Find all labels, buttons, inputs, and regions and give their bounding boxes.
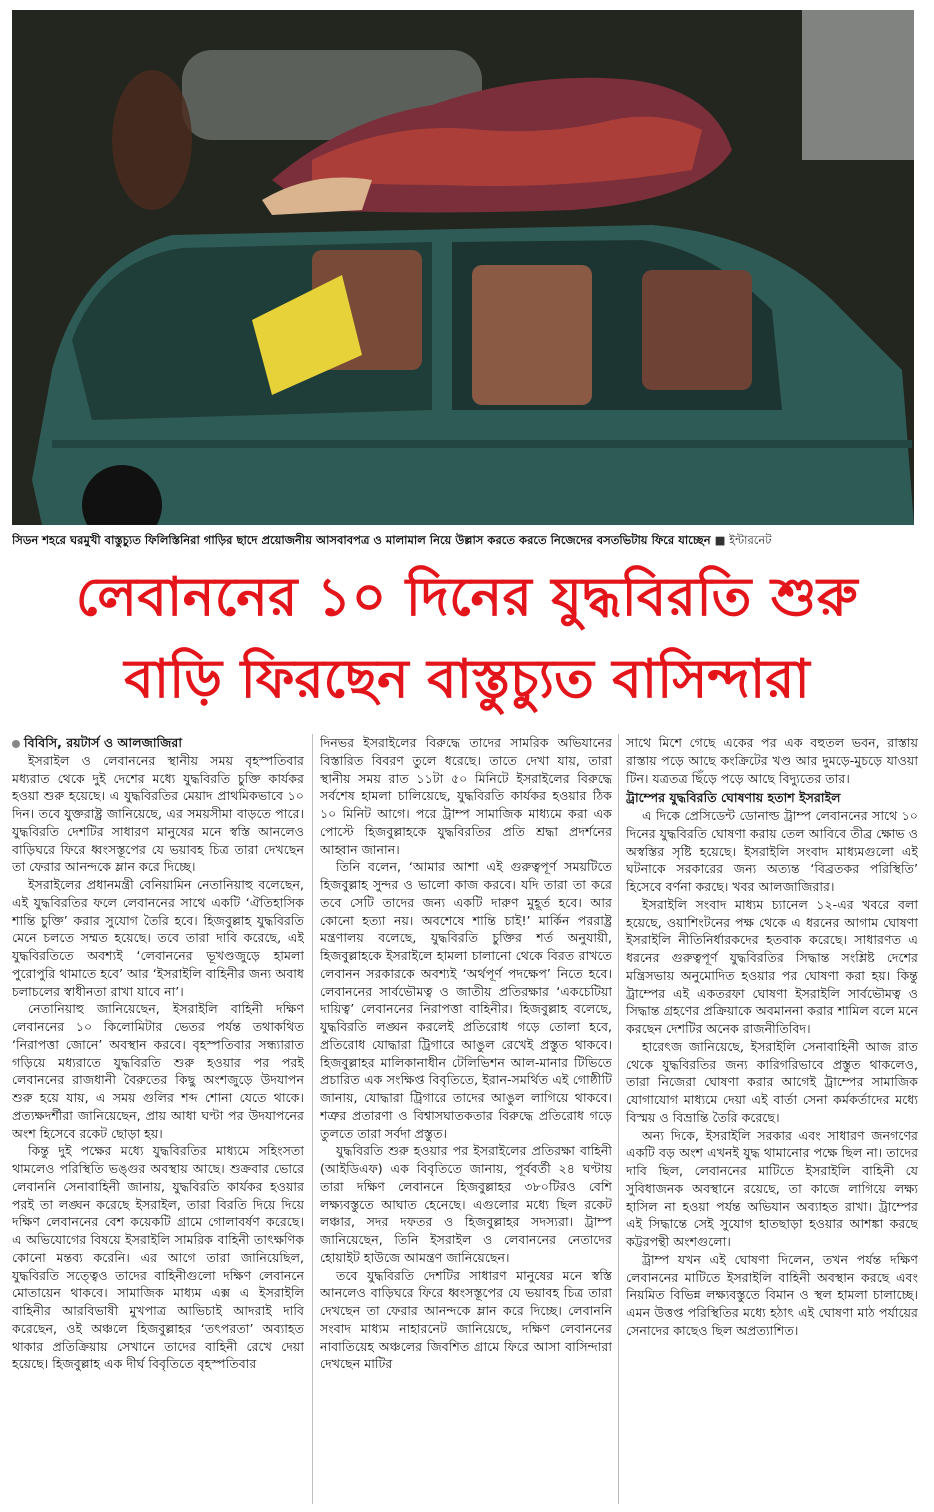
paragraph: সাথে মিশে গেছে একের পর এক বহুতল ভবন, রাস্তায় রাস্তায় পড়ে আছে কংক্রিটের খণ্ড আর দুমড়ে-মুচড়ে যাওয়া টিন। যত্রতত্র ছিঁড়ে পড়ে আছে বিদ্যুতের তার। bbox=[626, 735, 918, 786]
article-column-3 bbox=[626, 734, 918, 1504]
subheading: ট্রাম্পের যুদ্ধবিরতি ঘোষণায় হতাশ ইসরাইল bbox=[626, 790, 841, 806]
article-column-2 bbox=[320, 734, 612, 1504]
paragraph: কিন্তু দুই পক্ষের মধ্যে যুদ্ধবিরতির মাধ্যমে সহিংসতা থামলেও পরিস্থিতি ভঙ্গুর অবস্থায় আছে। শুক্রবার ভোরে লেবাননি সেনাবাহিনী জানায়, যুদ্ধবিরতি কার্যকর হওয়ার পরই তা লঙ্ঘন করেছে ইসরাইল, তারা বিরতি দিয়ে দিয়ে দক্ষিণ লেবাননের বেশ কয়েকটি গ্রামে গোলাবর্ষণ করেছে। এ অভিযোগের বিষয়ে ইসরাইলি সামরিক বাহিনী তাৎক্ষণিক কোনো মন্তব্য করেনি। এর আগে তারা জানিয়েছিল, যুদ্ধবিরতি সত্ত্বেও তাদের বাহিনীগুলো দক্ষিণ লেবাননে মোতায়েন থাকবে। সামাজিক মাধ্যম এক্স এ ইসরাইলি বাহিনীর আরবিভাষী মুখপাত্র আভিচাই আদরাই দাবি করেছেন, ওই অঞ্চলে হিজবুল্লাহর ‘তৎপরতা’ অব্যাহত থাকার প্রতিক্রিয়ায় সেখানে তাদের বাহিনী রেখে দেয়া হয়েছে। হিজবুল্লাহ এক দীর্ঘ বিবৃতিতে বৃহস্পতিবার bbox=[12, 1143, 304, 1372]
column-divider bbox=[312, 734, 313, 1504]
paragraph: তিনি বলেন, ‘আমার আশা এই গুরুত্বপূর্ণ সময়টিতে হিজবুল্লাহ সুন্দর ও ভালো কাজ করবে। যদি তারা তা করে তবে সেটি তাদের জন্য একটি দারুণ মুহূর্ত হবে। আর কোনো হত্যা নয়। অবশেষে শান্তি চাই!’ মার্কিন পররাষ্ট্র মন্ত্রণালয় বলেছে, যুদ্ধবিরতি চুক্তির শর্ত অনুযায়ী, হিজবুল্লাহকে ইসরাইলে হামলা চালানো থেকে বিরত রাখতে লেবানন সরকারকে অবশ্যই ‘অর্থপূর্ণ পদক্ষেপ’ নিতে হবে। লেবাননের সার্বভৌমত্ব ও জাতীয় প্রতিরক্ষার ‘একচেটিয়া দায়িত্ব’ লেবাননের নিরাপত্তা বাহিনীর। হিজবুল্লাহ বলেছে, যুদ্ধবিরতি লঙ্ঘন করলেই প্রতিরোধ গড়ে তোলা হবে, প্রতিরোধ যোদ্ধারা ট্রিগারে আঙুল রেখেই প্রস্তুত থাকবে। হিজবুল্লাহর মালিকানাধীন টেলিভিশন আল-মানার টিভিতে প্রচারিত এক সংক্ষিপ্ত বিবৃতিতে, ইরান-সমর্থিত এই গোষ্ঠীটি জানায়, যোদ্ধারা ট্রিগারে তাদের আঙুল লাগিয়ে থাকবে। শত্রুর প্রতারণা ও বিশ্বাসঘাতকতার বিরুদ্ধে প্রতিরোধ গড়ে তুলতে তারা সর্বদা প্রস্তুত। bbox=[320, 859, 612, 1141]
photo-illustration bbox=[12, 10, 914, 525]
caption-text: সিডন শহরে ঘরমুখী বাস্তুচ্যুত ফিলিস্তিনিরা গাড়ির ছাদে প্রয়োজনীয় আসবাবপত্র ও মালামাল নিয়ে উল্লাস করতে করতে নিজেদের বসতভিটায় ফিরে যাচ্ছেন bbox=[12, 533, 711, 547]
paragraph: যুদ্ধবিরতি শুরু হওয়ার পর ইসরাইলের প্রতিরক্ষা বাহিনী (আইডিএফ) এক বিবৃতিতে জানায়, পূর্ববর্তী ২৪ ঘণ্টায় তারা দক্ষিণ লেবাননে হিজবুল্লাহর ৩৮০টিরও বেশি লক্ষ্যবস্তুতে আঘাত হেনেছে। এগুলোর মধ্যে ছিল রকেট লঞ্চার, সদর দফতর ও হিজবুল্লাহর সদস্যরা। ট্রাম্প জানিয়েছেন, তিনি ইসরাইল ও লেবাননের নেতাদের হোয়াইট হাউজে আমন্ত্রণ জানিয়েছেন। bbox=[320, 1143, 612, 1265]
paragraph: তবে যুদ্ধবিরতি দেশটির সাধারণ মানুষের মনে স্বস্তি আনলেও বাড়িঘরে ফিরে ধ্বংসস্তূপের যে ভয়াবহ চিত্র তারা দেখছেন তা ফেরার আনন্দকে ম্লান করে দিচ্ছে। লেবাননি সংবাদ মাধ্যম নাহারনেট জানিয়েছে, দক্ষিণ লেবাননের নাবাতিয়েহ অঞ্চলের জিবশিত গ্রামে ফিরে আসা বাসিন্দারা দেখছেন মাটির bbox=[320, 1267, 612, 1372]
article-column-1 bbox=[12, 734, 304, 1504]
caption-credit: ■ ইন্টারনেট bbox=[714, 533, 772, 547]
headline-line-1: লেবাননের ১০ দিনের যুদ্ধবিরতি শুরু bbox=[75, 567, 859, 628]
paragraph: দিনভর ইসরাইলের বিরুদ্ধে তাদের সামরিক অভিযানের বিস্তারিত বিবরণ তুলে ধরেছে। তাতে দেখা যায়, তারা স্থানীয় সময় রাত ১১টা ৫০ মিনিটে ইসরাইলের বিরুদ্ধে সর্বশেষ হামলা চালিয়েছে, যুদ্ধবিরতি কার্যকর হওয়ার ঠিক ১০ মিনিট আগে। পরে ট্রাম্প সামাজিক মাধ্যমে করা এক পোস্টে হিজবুল্লাহকে যুদ্ধবিরতির প্রতি শ্রদ্ধা প্রদর্শনের আহ্বান জানান। bbox=[320, 735, 612, 857]
byline bbox=[12, 734, 304, 752]
column-divider bbox=[618, 734, 619, 1504]
photo-caption bbox=[12, 530, 914, 550]
paragraph: ইসরাইল ও লেবাননের স্থানীয় সময় বৃহস্পতিবার মধ্যরাত থেকে দুই দেশের মধ্যে যুদ্ধবিরতি চুক্তি কার্যকর হওয়া শুরু হয়েছে। এ যুদ্ধবিরতির মেয়াদ প্রাথমিকভাবে ১০ দিন। তবে যুক্তরাষ্ট্র জানিয়েছে, এর সময়সীমা বাড়তে পারে। যুদ্ধবিরতি দেশটির সাধারণ মানুষের মনে স্বস্তি আনলেও বাড়িঘরে ফিরে ধ্বংসস্তূপের যে ভয়াবহ চিত্র তারা দেখছেন তা ফেরার আনন্দকে ম্লান করে দিচ্ছে। bbox=[12, 752, 304, 875]
headline-line-2: বাড়ি ফিরছেন বাস্তুচ্যুত বাসিন্দারা bbox=[124, 649, 810, 710]
byline-text: বিবিসি, রয়টার্স ও আলজাজিরা bbox=[24, 735, 182, 750]
bullet-icon bbox=[12, 740, 20, 748]
paragraph: ইসরাইলের প্রধানমন্ত্রী বেনিয়ামিন নেতানিয়াহু বলেছেন, এই যুদ্ধবিরতির ফলে লেবাননের সাথে একটি ‘ঐতিহাসিক শান্তি চুক্তি’ করার সুযোগ তৈরি হবে। হিজবুল্লাহ যুদ্ধবিরতি মেনে চলতে সম্মত হয়েছে। তবে তারা দাবি করেছে, এই যুদ্ধবিরতিতে অবশ্যই ‘লেবাননের ভূখণ্ডজুড়ে হামলা পুরোপুরি থামাতে হবে’ আর ‘ইসরাইলি বাহিনীর জন্য অবাধ চলাচলের স্বাধীনতা রাখা যাবে না’। bbox=[12, 877, 304, 999]
paragraph: নেতানিয়াহু জানিয়েছেন, ইসরাইলি বাহিনী দক্ষিণ লেবাননের ১০ কিলোমিটার ভেতর পর্যন্ত তথাকথিত ‘নিরাপত্তা জোনে’ অবস্থান করবে। বৃহস্পতিবার সন্ধ্যারাত গড়িয়ে মধ্যরাতে যুদ্ধবিরতি শুরু হওয়ার পর পরই লেবাননের রাজধানী বৈরুতের কিছু অংশজুড়ে উদযাপন শুরু হয়ে যায়, এ সময় গুলির শব্দ শোনা যেতে থাকে। প্রত্যক্ষদর্শীরা জানিয়েছেন, প্রায় আধা ঘণ্টা পর উদযাপনের অংশ হিসেবে রকেট ছোড়া হয়। bbox=[12, 1001, 304, 1141]
paragraph: হারেৎজ জানিয়েছে, ইসরাইলি সেনাবাহিনী আজ রাত থেকে যুদ্ধবিরতির জন্য কারিগরিভাবে প্রস্তুত থাকলেও, তারা নিজেরা ঘোষণা করার আগেই ট্রাম্পের সামাজিক যোগাযোগ মাধ্যমে দেয়া এই বার্তা সেনা কর্মকর্তাদের মধ্যে বিস্ময় ও বিভ্রান্তি তৈরি করেছে। bbox=[626, 1038, 918, 1125]
paragraph: ইসরাইলি সংবাদ মাধ্যম চ্যানেল ১২-এর খবরে বলা হয়েছে, ওয়াশিংটনের পক্ষ থেকে এ ধরনের আগাম ঘোষণা ইসরাইলি নীতিনির্ধারকদের হতবাক করেছে। সাধারণত এ ধরনের গুরুত্বপূর্ণ যুদ্ধবিরতির সিদ্ধান্ত সংশ্লিষ্ট দেশের মন্ত্রিসভায় অনুমোদিত হওয়ার পর ঘোষণা করা হয়। কিন্তু ট্রাম্পের এই একতরফা ঘোষণা ইসরাইলি সার্বভৌমত্ব ও সিদ্ধান্ত গ্রহণের প্রক্রিয়াকে অবমাননা করার শামিল বলে মনে করছেন দেশটির অনেক রাজনীতিবিদ। bbox=[626, 896, 918, 1036]
news-photo bbox=[12, 10, 914, 525]
paragraph: অন্য দিকে, ইসরাইলি সরকার এবং সাধারণ জনগণের একটি বড় অংশ এখনই যুদ্ধ থামানোর পক্ষে ছিল না। তাদের দাবি ছিল, লেবাননের মাটিতে ইসরাইলি বাহিনী যে সুবিধাজনক অবস্থানে রয়েছে, তা কাজে লাগিয়ে লক্ষ্য হাসিল না হওয়া পর্যন্ত অভিযান অব্যাহত রাখা। ট্রাম্পের এই সিদ্ধান্তে সেই সুযোগ হাতছাড়া হওয়ার আশঙ্কা করছে কট্টরপন্থী অংশগুলো। bbox=[626, 1127, 918, 1249]
paragraph: ট্রাম্প যখন এই ঘোষণা দিলেন, তখন পর্যন্ত দক্ষিণ লেবাননের মাটিতে ইসরাইলি বাহিনী অবস্থান করছে এবং নিয়মিত বিভিন্ন লক্ষ্যবস্তুতে বিমান ও স্থল হামলা চালাচ্ছে। এমন উত্তপ্ত পরিস্থিতির মধ্যে হঠাৎ এই ঘোষণা মাঠ পর্যায়ের সেনাদের কাছেও ছিল অপ্রত্যাশিত। bbox=[626, 1251, 918, 1338]
paragraph: এ দিকে প্রেসিডেন্ট ডোনাল্ড ট্রাম্প লেবাননের সাথে ১০ দিনের যুদ্ধবিরতি ঘোষণা করায় তেল আবিবে তীব্র ক্ষোভ ও অস্বস্তির সৃষ্টি হয়েছে। ইসরাইলি সংবাদ মাধ্যমগুলো এই ঘটনাকে সরকারের জন্য অত্যন্ত ‘বিব্রতকর পরিস্থিতি’ হিসেবে বর্ণনা করছে। খবর আলজাজিরার। bbox=[626, 808, 918, 894]
